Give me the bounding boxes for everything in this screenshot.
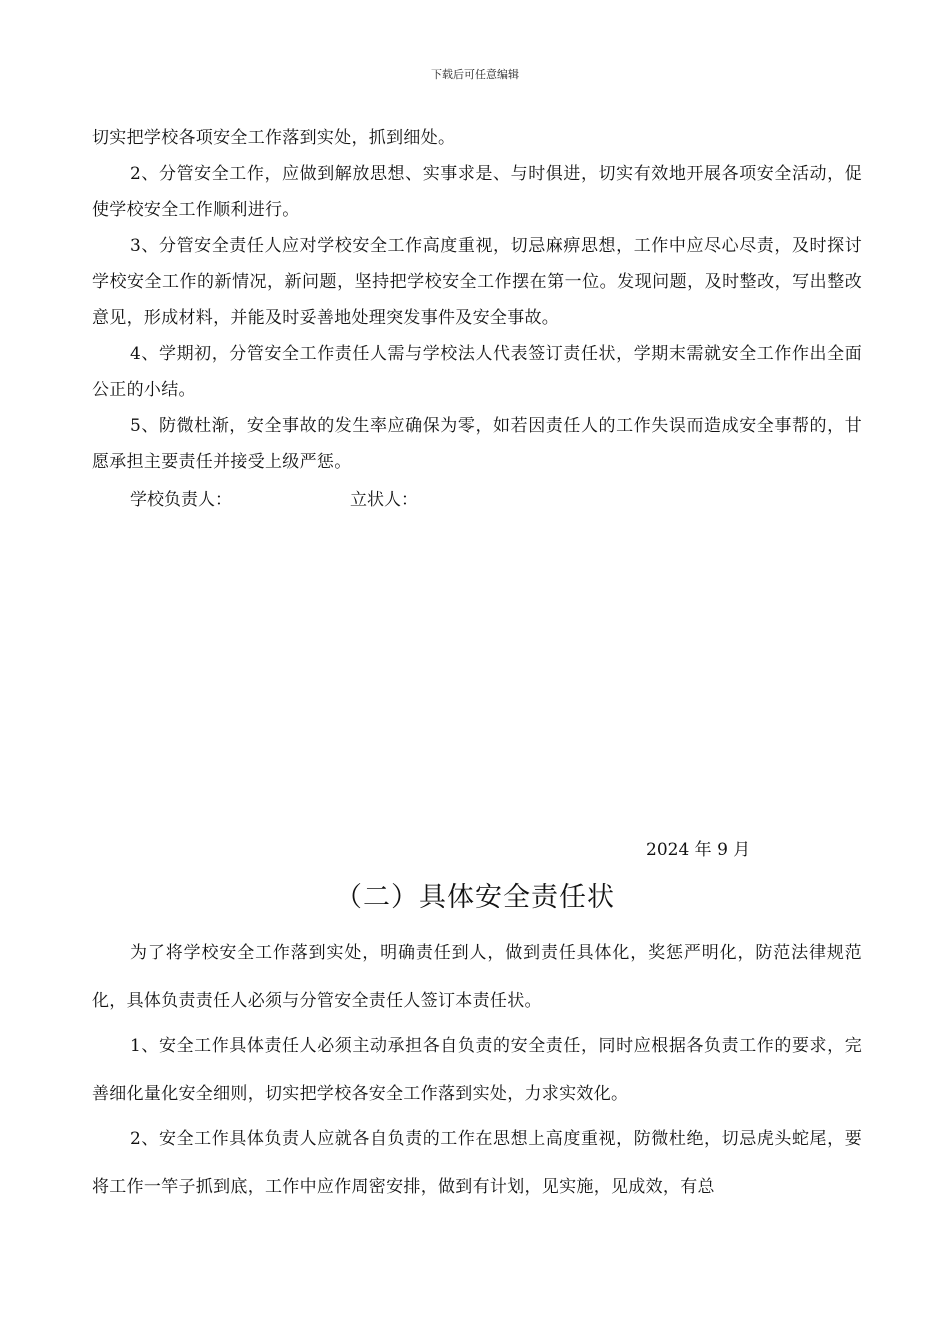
- section-title: （二）具体安全责任状: [335, 882, 615, 913]
- paragraph-item-2-part2: 2、安全工作具体负责人应就各自负责的工作在思想上高度重视，防微杜绝，切忌虎头蛇尾，要将工作一竿子抓到底，工作中应作周密安排，做到有计划，见实施，见成效，有总: [92, 1129, 862, 1197]
- paragraph-continuation: 切实把学校各项安全工作落到实处，抓到细处。: [92, 128, 456, 148]
- intro-paragraph: 为了将学校安全工作落到实处，明确责任到人，做到责任具体化，奖惩严明化，防范法律规范化，具体负责责任人必须与分管安全责任人签订本责任状。: [92, 943, 862, 1011]
- signature-school-label: 学校负责人：: [130, 490, 232, 510]
- signature-person-label: 立状人：: [350, 490, 418, 510]
- paragraph-item-3: 3、分管安全责任人应对学校安全工作高度重视，切忌麻痹思想，工作中应尽心尽责，及时探讨学校安全工作的新情况，新问题，坚持把学校安全工作摆在第一位。发现问题，及时整改，写出整改意见，形成材料，并能及时妥善地处理突发事件及安全事故。: [92, 236, 862, 328]
- page-header-note: 下载后可任意编辑: [431, 68, 519, 81]
- paragraph-item-4: 4、学期初，分管安全工作责任人需与学校法人代表签订责任状，学期末需就安全工作作出全面公正的小结。: [92, 344, 862, 400]
- document-date: 2024 年 9 月: [646, 840, 751, 860]
- paragraph-item-2: 2、分管安全工作，应做到解放思想、实事求是、与时俱进，切实有效地开展各项安全活动，促使学校安全工作顺利进行。: [92, 164, 862, 220]
- paragraph-item-5: 5、防微杜渐，安全事故的发生率应确保为零，如若因责任人的工作失误而造成安全事帮的，甘愿承担主要责任并接受上级严惩。: [92, 416, 862, 472]
- paragraph-item-1: 1、安全工作具体责任人必须主动承担各自负责的安全责任，同时应根据各负责工作的要求，完善细化量化安全细则，切实把学校各安全工作落到实处，力求实效化。: [92, 1036, 862, 1104]
